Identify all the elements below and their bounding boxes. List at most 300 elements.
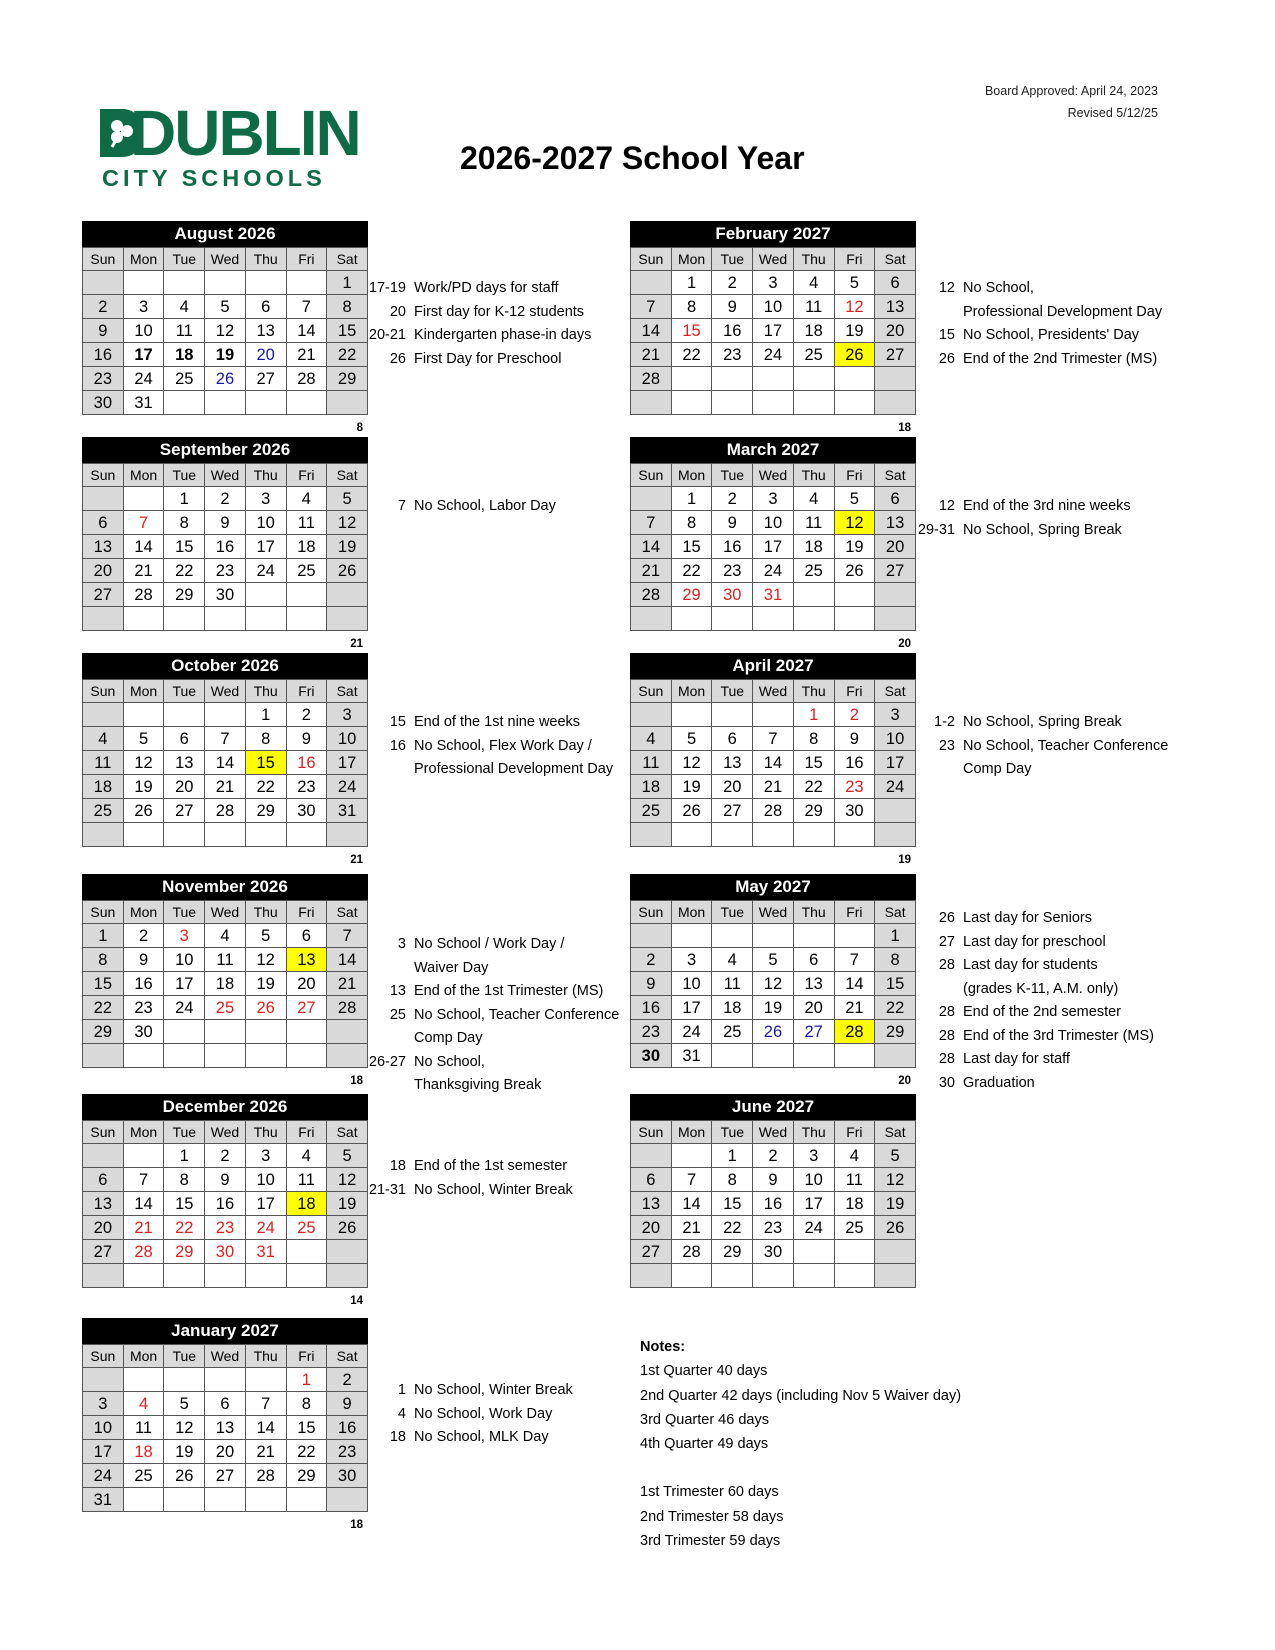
school-day-count: 18	[350, 1075, 363, 1087]
day-cell: 24	[327, 775, 368, 799]
weekday-header: Mon	[123, 1345, 164, 1368]
day-cell: 6	[793, 948, 834, 972]
day-cell: 22	[164, 1216, 205, 1240]
day-cell: 2	[631, 948, 672, 972]
month-calendar-apr	[630, 653, 916, 866]
day-cell: 13	[205, 1416, 246, 1440]
month-title: August 2026	[82, 221, 368, 247]
day-cell: 6	[631, 1168, 672, 1192]
day-cell: 12	[245, 948, 286, 972]
day-cell	[83, 271, 124, 295]
month-title: October 2026	[82, 653, 368, 679]
day-cell: 27	[245, 367, 286, 391]
approval-block	[985, 80, 1158, 124]
event-text: End of the 3rd nine weeks	[963, 498, 1131, 514]
day-cell: 5	[327, 487, 368, 511]
event-item	[910, 519, 1131, 543]
day-cell: 20	[875, 535, 916, 559]
event-item	[361, 758, 613, 782]
event-item	[910, 1001, 1154, 1025]
day-cell	[834, 1240, 875, 1264]
event-text: Last day for students	[963, 957, 1098, 973]
week-row	[83, 751, 368, 775]
day-cell: 23	[83, 367, 124, 391]
day-cell: 3	[671, 948, 712, 972]
day-cell: 4	[205, 924, 246, 948]
event-date: 18	[389, 1429, 406, 1445]
day-cell	[834, 607, 875, 631]
week-row	[631, 319, 916, 343]
weekday-header: Mon	[123, 901, 164, 924]
day-cell	[793, 924, 834, 948]
weekday-header: Thu	[793, 248, 834, 271]
day-cell: 22	[671, 559, 712, 583]
day-cell	[123, 271, 164, 295]
day-cell: 23	[205, 559, 246, 583]
weekday-header: Fri	[286, 464, 327, 487]
weekday-header: Mon	[671, 901, 712, 924]
weekday-header: Tue	[712, 248, 753, 271]
weekday-header: Thu	[793, 901, 834, 924]
weekday-header: Sun	[83, 248, 124, 271]
day-cell	[327, 1240, 368, 1264]
day-cell: 7	[834, 948, 875, 972]
day-cell: 1	[671, 487, 712, 511]
day-cell	[123, 487, 164, 511]
day-cell: 24	[245, 559, 286, 583]
event-item	[910, 931, 1154, 955]
school-day-count: 18	[898, 422, 911, 434]
school-day-count: 21	[350, 854, 363, 866]
event-list-nov	[361, 933, 619, 1098]
event-text: No School / Work Day /	[414, 936, 565, 952]
day-cell: 27	[793, 1020, 834, 1044]
weekday-header: Sat	[327, 1345, 368, 1368]
day-cell: 5	[753, 948, 794, 972]
day-cell	[245, 583, 286, 607]
day-cell: 11	[834, 1168, 875, 1192]
weekday-header: Wed	[753, 248, 794, 271]
week-row	[83, 1144, 368, 1168]
month-grid	[82, 463, 368, 631]
event-text: End of the 2nd Trimester (MS)	[963, 350, 1158, 367]
event-date	[361, 1074, 414, 1098]
week-row	[631, 559, 916, 583]
day-cell: 28	[834, 1020, 875, 1044]
day-cell: 30	[753, 1240, 794, 1264]
day-cell: 20	[631, 1216, 672, 1240]
event-text: Last day for preschool	[963, 933, 1106, 950]
week-row	[631, 751, 916, 775]
day-cell: 1	[164, 1144, 205, 1168]
day-cell: 25	[286, 559, 327, 583]
weekday-header: Fri	[834, 1121, 875, 1144]
event-date: 16	[389, 737, 406, 754]
day-cell: 2	[712, 487, 753, 511]
notes-section	[640, 1335, 961, 1553]
month-grid	[82, 1344, 368, 1512]
day-cell: 30	[123, 1020, 164, 1044]
event-list-aug	[361, 277, 591, 371]
day-cell: 14	[327, 948, 368, 972]
event-list-feb	[910, 277, 1162, 371]
day-cell: 10	[164, 948, 205, 972]
day-cell: 29	[245, 799, 286, 823]
day-cell: 25	[205, 996, 246, 1020]
note-line: 3rd Quarter 46 days	[640, 1411, 769, 1428]
day-cell: 23	[834, 775, 875, 799]
event-date: 20-21	[368, 327, 406, 343]
day-cell: 1	[327, 271, 368, 295]
day-cell	[712, 367, 753, 391]
weekday-header: Thu	[793, 680, 834, 703]
day-cell	[327, 583, 368, 607]
day-cell	[327, 823, 368, 847]
weekday-header: Sun	[631, 464, 672, 487]
day-cell: 13	[875, 511, 916, 535]
month-calendar-nov	[82, 874, 368, 1087]
weekday-header: Fri	[286, 1121, 327, 1144]
day-cell: 22	[245, 775, 286, 799]
month-calendar-feb	[630, 221, 916, 434]
day-cell: 26	[834, 559, 875, 583]
event-list-may	[910, 907, 1154, 1095]
month-calendar-jun	[630, 1094, 916, 1288]
day-cell	[123, 703, 164, 727]
day-cell	[671, 367, 712, 391]
week-row	[83, 972, 368, 996]
week-row	[83, 1392, 368, 1416]
day-cell	[245, 391, 286, 415]
day-cell: 27	[286, 996, 327, 1020]
day-cell	[875, 583, 916, 607]
month-calendar-aug	[82, 221, 368, 434]
weekday-header: Tue	[712, 680, 753, 703]
day-cell: 20	[164, 775, 205, 799]
day-cell: 24	[753, 343, 794, 367]
day-cell: 21	[753, 775, 794, 799]
day-cell: 12	[753, 972, 794, 996]
day-cell	[712, 823, 753, 847]
day-cell: 1	[712, 1144, 753, 1168]
day-cell	[164, 823, 205, 847]
event-date: 28	[938, 1027, 955, 1044]
week-row	[631, 511, 916, 535]
day-cell: 3	[875, 703, 916, 727]
day-cell: 25	[793, 559, 834, 583]
day-cell	[286, 1264, 327, 1288]
event-text: No School, Labor Day	[414, 498, 556, 514]
day-cell: 30	[205, 1240, 246, 1264]
weekday-header: Tue	[164, 901, 205, 924]
weekday-header: Thu	[245, 248, 286, 271]
day-cell: 13	[631, 1192, 672, 1216]
day-cell: 27	[83, 583, 124, 607]
day-cell: 17	[83, 1440, 124, 1464]
week-row	[631, 996, 916, 1020]
event-text: No School, Spring Break	[963, 714, 1122, 730]
event-item	[361, 277, 591, 301]
event-date: 1-2	[934, 714, 955, 730]
weekday-header: Sat	[327, 464, 368, 487]
day-cell: 11	[286, 1168, 327, 1192]
weekday-header: Sun	[83, 464, 124, 487]
day-cell: 2	[286, 703, 327, 727]
month-calendar-jan	[82, 1318, 368, 1531]
weekday-header: Sat	[327, 1121, 368, 1144]
day-cell	[286, 1044, 327, 1068]
day-cell: 22	[286, 1440, 327, 1464]
event-list-oct	[361, 711, 613, 782]
day-cell: 28	[671, 1240, 712, 1264]
day-cell: 8	[164, 511, 205, 535]
day-cell: 23	[205, 1216, 246, 1240]
day-cell: 6	[245, 295, 286, 319]
day-cell	[286, 1020, 327, 1044]
day-cell: 28	[631, 583, 672, 607]
day-cell: 18	[83, 775, 124, 799]
event-text: No School, Winter Break	[414, 1181, 573, 1198]
month-title: April 2027	[630, 653, 916, 679]
event-text: End of the 2nd semester	[963, 1004, 1121, 1020]
day-cell: 7	[631, 295, 672, 319]
day-cell	[753, 607, 794, 631]
week-row	[83, 367, 368, 391]
day-cell	[83, 1264, 124, 1288]
event-list-mar	[910, 495, 1131, 542]
event-text: No School,	[414, 1053, 485, 1070]
day-cell: 4	[793, 487, 834, 511]
day-cell	[205, 1044, 246, 1068]
day-cell: 26	[753, 1020, 794, 1044]
day-cell	[753, 367, 794, 391]
day-cell: 6	[712, 727, 753, 751]
week-row	[631, 948, 916, 972]
day-cell: 24	[671, 1020, 712, 1044]
day-cell	[631, 1144, 672, 1168]
day-cell	[671, 391, 712, 415]
week-row	[631, 391, 916, 415]
event-item	[910, 907, 1154, 931]
event-date: 17-19	[368, 280, 406, 296]
week-row	[631, 924, 916, 948]
weekday-header: Wed	[753, 680, 794, 703]
day-cell	[123, 1368, 164, 1392]
day-cell: 23	[123, 996, 164, 1020]
day-cell: 16	[631, 996, 672, 1020]
day-cell: 13	[83, 535, 124, 559]
day-cell	[286, 823, 327, 847]
day-cell: 14	[834, 972, 875, 996]
day-cell: 9	[834, 727, 875, 751]
day-cell	[286, 583, 327, 607]
day-cell: 19	[327, 1192, 368, 1216]
day-cell: 16	[712, 535, 753, 559]
event-date: 28	[938, 1004, 955, 1020]
day-cell: 12	[164, 1416, 205, 1440]
day-cell: 2	[327, 1368, 368, 1392]
day-cell: 14	[286, 319, 327, 343]
day-cell: 29	[164, 1240, 205, 1264]
day-cell: 9	[205, 511, 246, 535]
day-cell	[327, 1264, 368, 1288]
event-item	[361, 1004, 619, 1028]
event-date: 1	[397, 1382, 406, 1398]
month-grid	[82, 247, 368, 415]
weekday-header: Sun	[631, 1121, 672, 1144]
week-row	[83, 1440, 368, 1464]
week-row	[83, 924, 368, 948]
day-cell	[327, 607, 368, 631]
day-cell	[753, 1044, 794, 1068]
event-list-sep	[361, 495, 556, 519]
event-text: No School, Teacher Conference	[414, 1006, 620, 1023]
event-date: 12	[938, 280, 955, 296]
day-cell: 25	[631, 799, 672, 823]
day-cell: 14	[205, 751, 246, 775]
day-cell: 22	[793, 775, 834, 799]
day-cell	[164, 391, 205, 415]
day-cell: 16	[286, 751, 327, 775]
weekday-header: Sun	[631, 248, 672, 271]
weekday-header: Fri	[286, 248, 327, 271]
weekday-header: Sat	[875, 901, 916, 924]
week-row	[83, 511, 368, 535]
day-cell: 6	[83, 511, 124, 535]
month-grid	[630, 247, 916, 415]
day-cell	[123, 1044, 164, 1068]
month-title: January 2027	[82, 1318, 368, 1344]
day-cell: 1	[245, 703, 286, 727]
event-item	[910, 324, 1162, 348]
day-cell: 10	[753, 511, 794, 535]
day-cell: 19	[834, 535, 875, 559]
event-item	[910, 301, 1162, 325]
day-cell: 5	[834, 271, 875, 295]
day-cell: 27	[875, 559, 916, 583]
week-row	[631, 367, 916, 391]
month-calendar-oct	[82, 653, 368, 866]
week-row	[631, 1264, 916, 1288]
day-cell: 25	[123, 1464, 164, 1488]
day-cell: 12	[205, 319, 246, 343]
day-cell	[83, 607, 124, 631]
month-calendar-mar	[630, 437, 916, 650]
weekday-header: Sat	[875, 464, 916, 487]
day-cell: 5	[875, 1144, 916, 1168]
day-cell: 24	[875, 775, 916, 799]
day-cell: 12	[875, 1168, 916, 1192]
day-cell	[205, 607, 246, 631]
logo-text-dublin: DUBLIN	[130, 97, 360, 169]
event-text: (grades K-11, A.M. only)	[963, 980, 1119, 997]
event-item	[361, 1403, 573, 1427]
day-cell: 31	[753, 583, 794, 607]
day-cell: 4	[712, 948, 753, 972]
week-row	[83, 1192, 368, 1216]
event-date: 15	[389, 714, 406, 730]
school-day-count: 18	[350, 1519, 363, 1531]
event-date: 29-31	[917, 521, 955, 538]
day-cell: 8	[327, 295, 368, 319]
week-row	[631, 295, 916, 319]
day-cell: 16	[834, 751, 875, 775]
weekday-header: Thu	[245, 680, 286, 703]
day-cell	[286, 607, 327, 631]
month-calendar-may	[630, 874, 916, 1087]
event-text: Waiver Day	[414, 959, 489, 976]
note-line: 1st Quarter 40 days	[640, 1363, 768, 1380]
day-cell: 19	[327, 535, 368, 559]
week-row	[631, 775, 916, 799]
event-item	[910, 495, 1131, 519]
event-text: End of the 1st semester	[414, 1158, 568, 1174]
day-cell: 30	[712, 583, 753, 607]
event-date	[910, 978, 963, 1002]
day-cell: 9	[712, 511, 753, 535]
day-cell: 7	[205, 727, 246, 751]
day-cell: 26	[245, 996, 286, 1020]
day-cell	[123, 1488, 164, 1512]
day-cell: 24	[753, 559, 794, 583]
event-text: End of the 3rd Trimester (MS)	[963, 1027, 1154, 1044]
day-cell: 5	[245, 924, 286, 948]
day-cell: 12	[671, 751, 712, 775]
event-item	[910, 1048, 1154, 1072]
month-grid	[82, 1120, 368, 1288]
week-row	[631, 1240, 916, 1264]
day-cell: 22	[875, 996, 916, 1020]
day-cell	[631, 703, 672, 727]
day-cell: 10	[327, 727, 368, 751]
day-cell: 20	[712, 775, 753, 799]
day-cell: 10	[671, 972, 712, 996]
day-cell: 19	[205, 343, 246, 367]
day-cell: 12	[327, 1168, 368, 1192]
day-cell: 14	[123, 535, 164, 559]
day-cell: 3	[164, 924, 205, 948]
day-cell: 21	[671, 1216, 712, 1240]
day-cell	[245, 823, 286, 847]
event-text: First Day for Preschool	[414, 350, 562, 367]
weekday-header: Wed	[205, 901, 246, 924]
day-cell: 11	[205, 948, 246, 972]
weekday-header: Fri	[834, 680, 875, 703]
day-cell: 9	[631, 972, 672, 996]
weekday-header: Mon	[123, 464, 164, 487]
event-item	[361, 933, 619, 957]
event-date: 26	[938, 910, 955, 926]
weekday-header: Sun	[83, 1345, 124, 1368]
day-cell: 24	[245, 1216, 286, 1240]
day-cell: 28	[205, 799, 246, 823]
note-spacer	[640, 1456, 961, 1480]
day-cell: 20	[793, 996, 834, 1020]
day-cell: 29	[712, 1240, 753, 1264]
day-cell	[205, 391, 246, 415]
day-cell	[793, 367, 834, 391]
event-item	[910, 348, 1162, 372]
event-text: Last day for staff	[963, 1051, 1070, 1067]
weekday-header: Tue	[164, 1121, 205, 1144]
event-date: 13	[389, 983, 406, 999]
day-cell: 30	[83, 391, 124, 415]
day-cell: 28	[753, 799, 794, 823]
day-cell: 15	[671, 319, 712, 343]
weekday-header: Fri	[834, 248, 875, 271]
day-cell: 20	[83, 1216, 124, 1240]
week-row	[631, 535, 916, 559]
